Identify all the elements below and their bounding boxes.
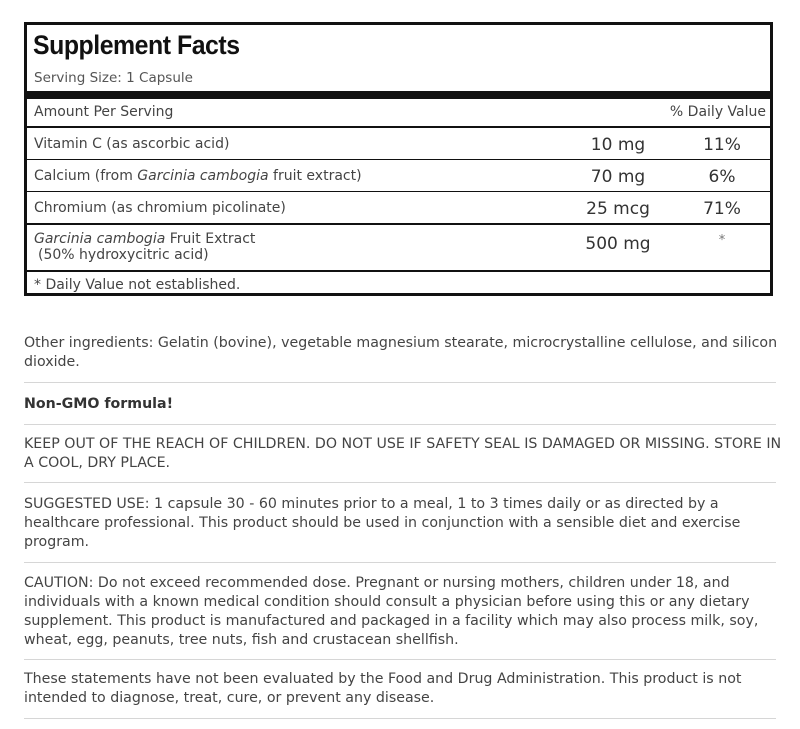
divider <box>27 126 770 128</box>
nutrient-daily-value: 6% <box>708 167 736 187</box>
daily-value-header: % Daily Value <box>669 104 766 120</box>
non-gmo-label: Non-GMO formula! <box>24 396 174 412</box>
nutrient-name: Garcinia cambogia Fruit Extract (50% hydroxycitric acid) <box>34 231 256 263</box>
supplement-facts-panel <box>24 22 773 296</box>
separator <box>24 382 776 383</box>
caution-text: CAUTION: Do not exceed recommended dose. Pregnant or nursing mothers, children under 18, and individuals with a known medical condition should consult a physician before using this or any dietary supplement. This product is manufactured and packaged in a facility which may also process milk, soy, wheat, egg, peanuts, tree nuts, fish and crustacean shellfish. <box>24 575 759 648</box>
thick-divider <box>27 91 770 99</box>
divider <box>27 191 770 192</box>
suggested-use: SUGGESTED USE: 1 capsule 30 - 60 minutes prior to a meal, 1 to 3 times daily or as directed by a healthcare professional. This product should be used in conjunction with a sensible diet and exercise program. <box>24 496 741 550</box>
nutrient-amount: 10 mg <box>590 135 646 155</box>
nutrient-daily-value: * <box>718 233 726 248</box>
nutrient-name: Calcium (from Garcinia cambogia fruit extract) <box>34 168 362 184</box>
safety-warning: KEEP OUT OF THE REACH OF CHILDREN. DO NOT USE IF SAFETY SEAL IS DAMAGED OR MISSING. STORE IN A COOL, DRY PLACE. <box>24 436 782 471</box>
facts-title: Supplement Facts <box>33 30 240 60</box>
separator <box>24 424 776 425</box>
separator <box>24 718 776 719</box>
separator <box>24 482 776 483</box>
nutrient-amount: 25 mcg <box>586 199 650 219</box>
separator <box>24 562 776 563</box>
footnote: * Daily Value not established. <box>34 277 241 293</box>
separator <box>24 659 776 660</box>
other-ingredients: Other ingredients: Gelatin (bovine), vegetable magnesium stearate, microcrystalline cellulose, and silicon dioxide. <box>24 335 778 370</box>
nutrient-amount: 70 mg <box>590 167 646 187</box>
divider <box>27 223 770 225</box>
fda-disclaimer: These statements have not been evaluated by the Food and Drug Administration. This product is not intended to diagnose, treat, cure, or prevent any disease. <box>24 671 742 706</box>
nutrient-name: Chromium (as chromium picolinate) <box>34 200 286 216</box>
nutrient-name: Vitamin C (as ascorbic acid) <box>34 136 230 152</box>
amount-per-serving-label: Amount Per Serving <box>34 104 174 120</box>
nutrient-daily-value: 11% <box>703 135 741 155</box>
divider <box>27 159 770 160</box>
divider <box>27 270 770 272</box>
nutrient-amount: 500 mg <box>585 234 651 254</box>
serving-size: Serving Size: 1 Capsule <box>34 70 193 86</box>
nutrient-daily-value: 71% <box>703 199 741 219</box>
